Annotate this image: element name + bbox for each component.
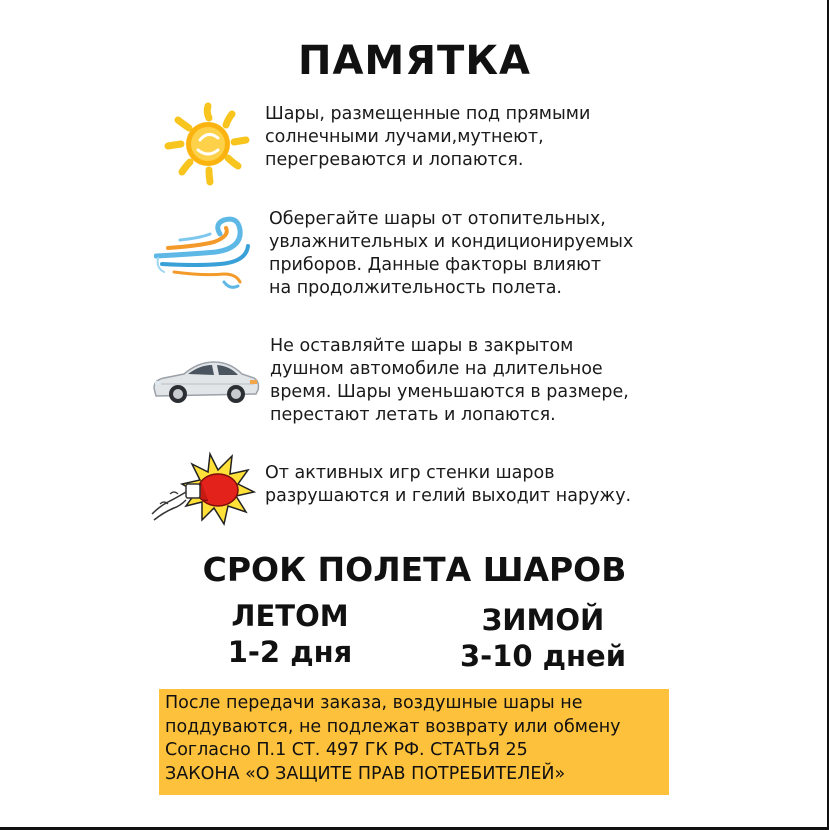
tip-car [150,334,690,434]
return-policy-notice [159,689,669,795]
car-icon [150,354,262,410]
tip-glove [150,450,690,530]
boxing-glove-icon [150,450,262,530]
notice-text: После передачи заказа, воздушные шары не поддуваются, не подлежат возврату или обмену Согласно П.1 СТ. 497 ГК РФ. СТАТЬЯ 25 ЗАКОНА «О ЗАЩИТЕ ПРАВ ПОТРЕБИТЕЛЕЙ» [165,693,621,784]
summer-block [190,598,390,670]
page-title: ПАМЯТКА [298,38,531,84]
tip-sun [150,100,690,190]
tip-text-car: Не оставляйте шары в закрытом душном автомобиле на длительное время. Шары уменьшаются в размере, перестают летать и лопаются. [270,336,629,425]
winter-value: 3-10 дней [459,639,627,673]
wind-icon [154,212,258,298]
winter-block [433,602,653,674]
summer-value: 1-2 дня [227,635,353,669]
tip-text-glove: От активных игр стенки шаров разрушаются и гелий выходит наружу. [265,463,632,506]
tip-text-sun: Шары, размещенные под прямыми солнечными лучами,мутнеют, перегреваются и лопаются. [265,104,591,170]
tip-wind [150,204,690,304]
flight-duration-title: СРОК ПОЛЕТА ШАРОВ [202,550,627,589]
tip-text-wind: Оберегайте шары от отопительных, увлажнительных и кондиционируемых приборов. Данные факторы влияют на продолжительность полета. [269,209,634,298]
winter-label: ЗИМОЙ [481,603,605,637]
sun-icon [162,100,254,192]
summer-label: ЛЕТОМ [231,599,349,633]
